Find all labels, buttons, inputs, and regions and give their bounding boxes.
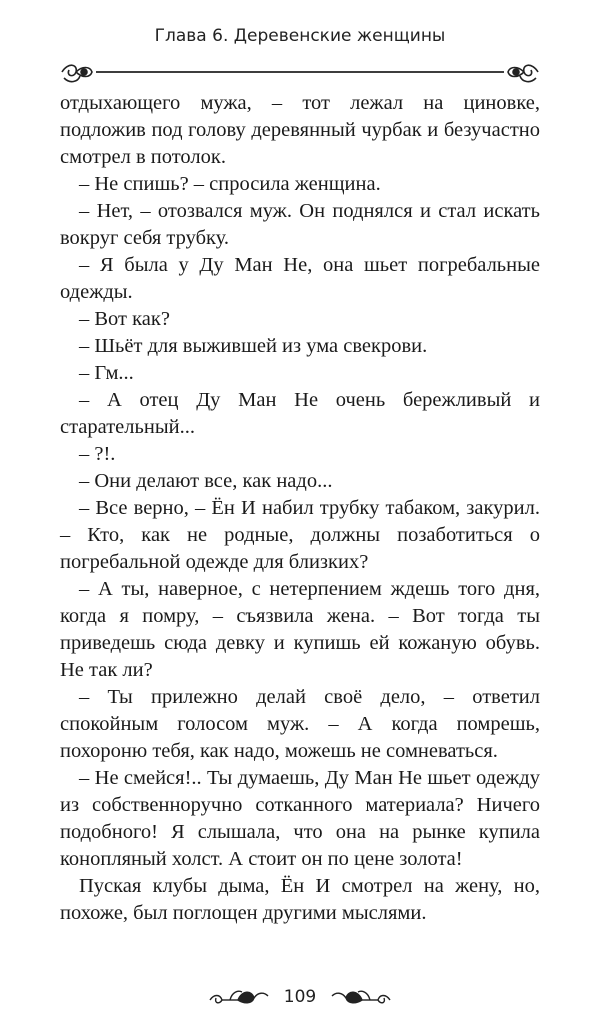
paragraph: – А ты, наверное, с нетерпением ждешь того дня, когда я помру, – съязвила жена. – Вот тогда ты приведешь сюда девку и купишь ей кожаную обувь. Не так ли? [60,578,540,681]
paragraph: – Гм... [79,362,134,384]
paragraph: – Вот как? [79,308,170,330]
paragraph: отдыхающего мужа, – тот лежал на циновке, подложив под голову деревянный чурбак и безучастно смотрел в потолок. [60,92,540,168]
paragraph: – Ты прилежно делай своё дело, – ответил спокойным голосом муж. – А когда помрешь, похороню тебя, как надо, можешь не сомневаться. [60,686,540,762]
paragraph: – Не спишь? – спросила женщина. [79,173,381,195]
paragraph: – Я была у Ду Ман Не, она шьет погребальные одежды. [60,254,540,303]
page-footer [0,980,600,1014]
page-number: 109 [283,987,317,1007]
header-ornament-rule [60,58,540,88]
running-header: Глава 6. Деревенские женщины [154,26,446,46]
paragraph: – Шьёт для выжившей из ума свекрови. [79,335,428,357]
right-flourish-icon [508,65,538,81]
left-flourish-icon [62,65,92,81]
left-footer-ornament-icon [208,986,270,1008]
paragraph: – Не смейся!.. Ты думаешь, Ду Ман Не шьет одежду из собственноручно сотканного материала? Ничего подобного! Я слышала, что она на рынке купила конопляный холст. А стоит он по цене золота! [60,767,540,870]
paragraph: – ?!. [79,443,116,465]
paragraph: – Нет, – отозвался муж. Он поднялся и стал искать вокруг себя трубку. [60,200,540,249]
paragraph: – Все верно, – Ён И набил трубку табаком, закурил. – Кто, как не родные, должны позаботиться о погребальной одежде для близких? [60,497,540,573]
paragraph: – Они делают все, как надо... [79,470,333,492]
body-text [60,90,540,927]
right-footer-ornament-icon [330,986,392,1008]
paragraph: – А отец Ду Ман Не очень бережливый и старательный... [60,389,540,438]
paragraph: Пуская клубы дыма, Ён И смотрел на жену, но, похоже, был поглощен другими мыслями. [60,875,540,924]
